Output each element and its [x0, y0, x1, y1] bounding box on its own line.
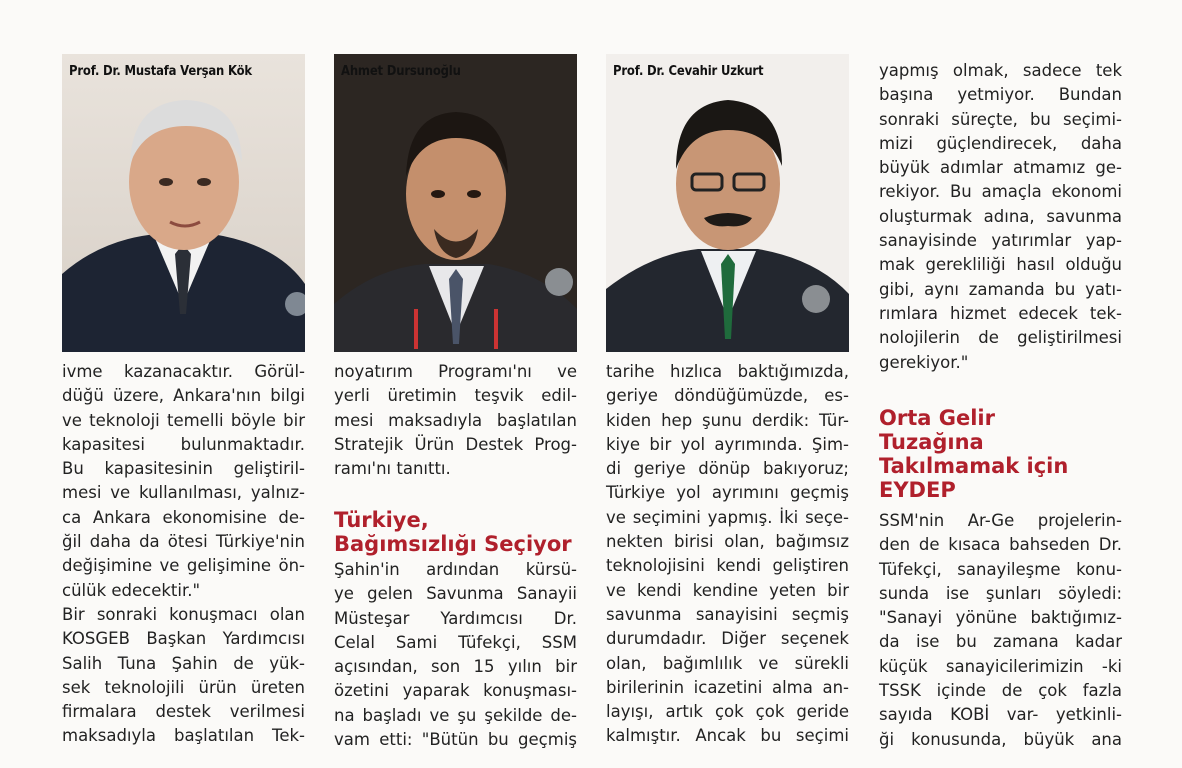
- section-heading: [879, 406, 1122, 502]
- heading-line: EYDEP: [879, 478, 956, 502]
- text-line: rekiyor. Bu amaçla ekonomi: [879, 182, 1122, 202]
- photo-mustafa-versan-kok: [62, 54, 305, 352]
- text-line: kapasitesi bulunmaktadır.: [62, 434, 305, 454]
- portrait-image: [334, 54, 577, 352]
- text-line: ve teknoloji temelli böyle bir: [62, 410, 305, 430]
- photo-caption: Prof. Dr. Cevahir Uzkurt: [613, 63, 764, 79]
- text-line: küçük sanayicilerimizin -ki: [879, 656, 1122, 676]
- text-line: mak gerekliliği hasıl olduğu: [879, 255, 1122, 275]
- text-line: di geriye dönüp bakıyoruz;: [606, 459, 849, 479]
- text-line: kiden hep şunu derdik: Tür-: [606, 410, 849, 430]
- text-line: oluşturmak adına, savunma: [879, 206, 1122, 226]
- text-line: ramı'nı tanıttı.: [334, 459, 451, 479]
- body-text: [62, 360, 305, 749]
- column-3: [606, 0, 849, 768]
- text-line: ve seçimini yapmış. İki seçe-: [606, 507, 849, 527]
- text-line: büyük adımlar atmamız ge-: [879, 158, 1122, 178]
- text-line: durumdadır. Diğer seçenek: [606, 629, 849, 649]
- text-line: açısından, son 15 yılın bir: [334, 657, 577, 677]
- text-line: na başladı ve şu şekilde de-: [334, 705, 577, 725]
- text-line: kalmıştır. Ancak bu seçimi: [606, 726, 849, 746]
- text-line: ca Ankara ekonomisine de-: [62, 507, 305, 527]
- body-text: [606, 360, 849, 749]
- text-line: savunma sanayisini seçmiş: [606, 604, 849, 624]
- heading-line: Takılmamak için: [879, 454, 1069, 478]
- section-heading: [334, 508, 577, 556]
- text-line: başına yetmiyor. Bundan: [879, 85, 1122, 105]
- text-line: Müsteşar Yardımcısı Dr.: [334, 608, 577, 628]
- text-line: düğü üzere, Ankara'nın bilgi: [62, 386, 305, 406]
- text-line: ğil daha da ötesi Türkiye'nin: [62, 532, 305, 552]
- text-line: sek teknolojili ürün üreten: [62, 677, 305, 697]
- text-line: gerekiyor.": [879, 352, 969, 372]
- text-line: Stratejik Ürün Destek Prog-: [334, 434, 577, 454]
- text-line: gibi, aynı zamanda bu yatı-: [879, 279, 1122, 299]
- text-line: Bu kapasitesinin geliştiril-: [62, 459, 305, 479]
- text-line: mesi maksadıyla başlatılan: [334, 410, 577, 430]
- text-line: Tüfekçi, sanayileşme konu-: [879, 559, 1122, 579]
- photo-caption: Prof. Dr. Mustafa Verşan Kök: [69, 63, 252, 79]
- text-line: layışı, artık çok çok geride: [606, 702, 849, 722]
- heading-line: Orta Gelir: [879, 406, 995, 430]
- text-line: mizi güçlendirecek, daha: [879, 133, 1122, 153]
- text-line: özetini yaparak konuşması-: [334, 681, 577, 701]
- text-line: firmalara destek verilmesi: [62, 702, 305, 722]
- portrait-image: [606, 54, 849, 352]
- heading-line: Türkiye,: [334, 508, 429, 532]
- photo-caption: Ahmet Dursunoğlu: [341, 63, 461, 79]
- text-line: ve kendi kendine yeten bir: [606, 580, 849, 600]
- text-line: Şahin'in ardından kürsü-: [334, 560, 577, 579]
- text-line: vam etti: "Bütün bu geçmiş: [334, 730, 577, 750]
- column-4: [879, 0, 1122, 768]
- text-line: rımlara hizmet edecek tek-: [879, 303, 1122, 323]
- body-text-top: [879, 59, 1122, 375]
- text-line: TSSK içinde de çok fazla: [879, 681, 1122, 701]
- text-line: noyatırım Programı'nı ve: [334, 362, 577, 381]
- text-line: sanayisinde yatırımlar yap-: [879, 231, 1122, 251]
- portrait-image: [62, 54, 305, 352]
- body-text-top: [334, 360, 577, 481]
- text-line: mesi ve kullanılması, yalnız-: [62, 483, 305, 503]
- text-line: den de kısaca bahseden Dr.: [879, 535, 1122, 555]
- column-2: [334, 0, 577, 768]
- heading-line: Tuzağına: [879, 430, 984, 454]
- text-line: olan, bağımlılık ve sürekli: [606, 653, 849, 673]
- text-line: nekten birisi olan, bağımsız: [606, 532, 849, 552]
- text-line: sonraki süreçte, bu seçimi-: [879, 109, 1122, 129]
- text-line: KOSGEB Başkan Yardımcısı: [62, 629, 305, 649]
- text-line: "Sanayi yönüne baktığımız-: [879, 608, 1122, 628]
- text-line: cülük edecektir.": [62, 580, 201, 600]
- body-text-bottom: [879, 509, 1122, 752]
- text-line: Bir sonraki konuşmacı olan: [62, 604, 305, 624]
- text-line: ye gelen Savunma Sanayii: [334, 584, 577, 604]
- text-line: nolojilerin de geliştirilmesi: [879, 328, 1122, 348]
- text-line: SSM'nin Ar-Ge projelerin-: [879, 511, 1122, 530]
- text-line: sayıda KOBİ var- yetkinli-: [879, 705, 1122, 725]
- heading-line: Bağımsızlığı Seçiyor: [334, 532, 572, 556]
- text-line: ivme kazanacaktır. Görül-: [62, 362, 305, 381]
- column-1: [62, 0, 305, 768]
- text-line: değişimine ve gelişimine ön-: [62, 556, 305, 576]
- text-line: yapmış olmak, sadece tek: [879, 61, 1122, 80]
- text-line: maksadıyla başlatılan Tek-: [62, 726, 305, 746]
- text-line: birilerinin icazetini alma an-: [606, 677, 849, 697]
- text-line: ği konusunda, büyük ana: [879, 729, 1122, 749]
- text-line: da ise bu zamana kadar: [879, 632, 1122, 652]
- text-line: teknolojisini kendi geliştiren: [606, 556, 849, 576]
- text-line: Celal Sami Tüfekçi, SSM: [334, 632, 577, 652]
- text-line: yerli üretimin teşvik edil-: [334, 386, 577, 406]
- text-line: tarihe hızlıca baktığımızda,: [606, 362, 849, 381]
- text-line: geriye döndüğümüzde, es-: [606, 386, 849, 406]
- photo-ahmet-dursunoglu: [334, 54, 577, 352]
- text-line: sunda ise şunları söyledi:: [879, 583, 1122, 603]
- text-line: Türkiye yol ayrımını geçmiş: [606, 483, 849, 503]
- text-line: Salih Tuna Şahin de yük-: [62, 653, 305, 673]
- body-text-bottom: [334, 558, 577, 752]
- photo-cevahir-uzkurt: [606, 54, 849, 352]
- text-line: kiye bir yol ayrımında. Şim-: [606, 434, 849, 454]
